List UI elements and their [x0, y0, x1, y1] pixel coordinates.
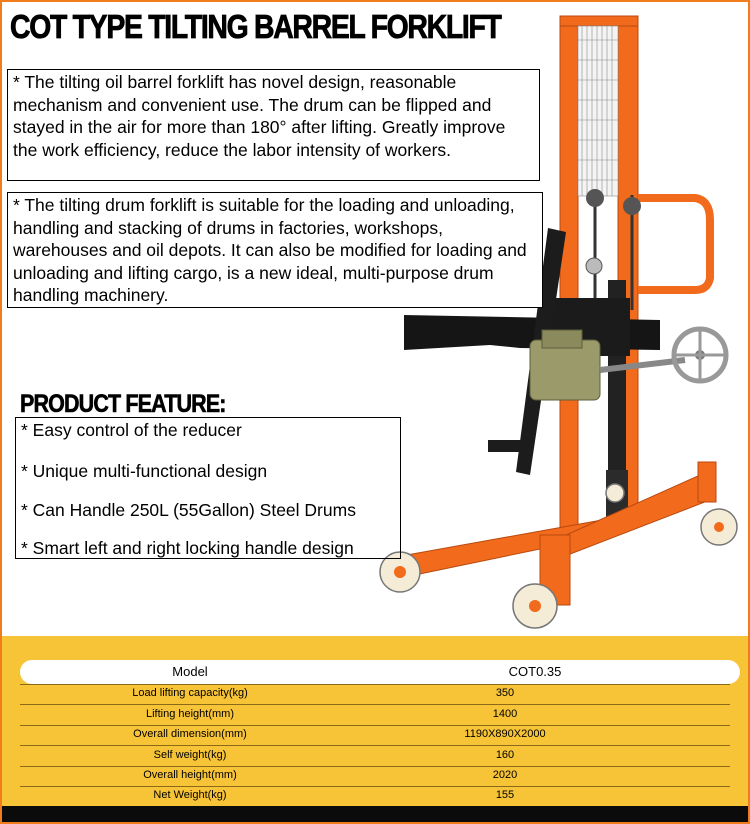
spec-row-label: Load lifting capacity(kg) — [132, 687, 248, 699]
spec-row-label: Overall height(mm) — [143, 769, 237, 781]
feature-item: * Smart left and right locking handle design — [21, 538, 354, 558]
feature-item: * Can Handle 250L (55Gallon) Steel Drums — [21, 500, 356, 520]
spec-row-value: 155 — [495, 789, 515, 801]
spec-row-value: 1400 — [492, 708, 518, 720]
spec-row-label: Overall dimension(mm) — [133, 728, 247, 740]
spec-header-value: COT0.35 — [508, 664, 562, 679]
spec-row-label: Lifting height(mm) — [145, 708, 235, 720]
description-paragraph-2: * The tilting drum forklift is suitable for the loading and unloading, handling and stacking of drums in factories, workshops, warehouses and oil depots. It can also be modified for loading and unloading and lifting cargo, is a new ideal, multi-purpose drum handling machinery. — [7, 192, 543, 308]
feature-item: * Easy control of the reducer — [21, 420, 242, 440]
product-feature-list — [15, 417, 401, 559]
spec-table-header — [20, 660, 740, 684]
spec-divider — [20, 704, 730, 705]
description-paragraph-1: * The tilting oil barrel forklift has novel design, reasonable mechanism and convenient use. The drum can be flipped and stayed in the air for more than 180° after lifting. Greatly improve the work efficiency, reduce the labor intensity of workers. — [7, 69, 540, 181]
spec-divider — [20, 786, 730, 787]
spec-row-value: 160 — [495, 749, 515, 761]
spec-row-label: Self weight(kg) — [153, 749, 227, 761]
page-title: COT TYPE TILTING BARREL FORKLIFT — [10, 8, 501, 45]
spec-divider — [20, 684, 730, 685]
spec-row-value: 2020 — [492, 769, 518, 781]
spec-divider — [20, 725, 730, 726]
spec-row-value: 350 — [495, 687, 515, 699]
spec-footer-bar — [2, 806, 748, 822]
spec-row-value: 1190X890X2000 — [464, 728, 546, 740]
spec-divider — [20, 766, 730, 767]
product-feature-heading: PRODUCT FEATURE: — [20, 390, 226, 418]
feature-item: * Unique multi-functional design — [21, 461, 268, 481]
spec-header-label: Model — [172, 664, 208, 679]
spec-row-label: Net Weight(kg) — [153, 789, 227, 801]
spec-divider — [20, 745, 730, 746]
